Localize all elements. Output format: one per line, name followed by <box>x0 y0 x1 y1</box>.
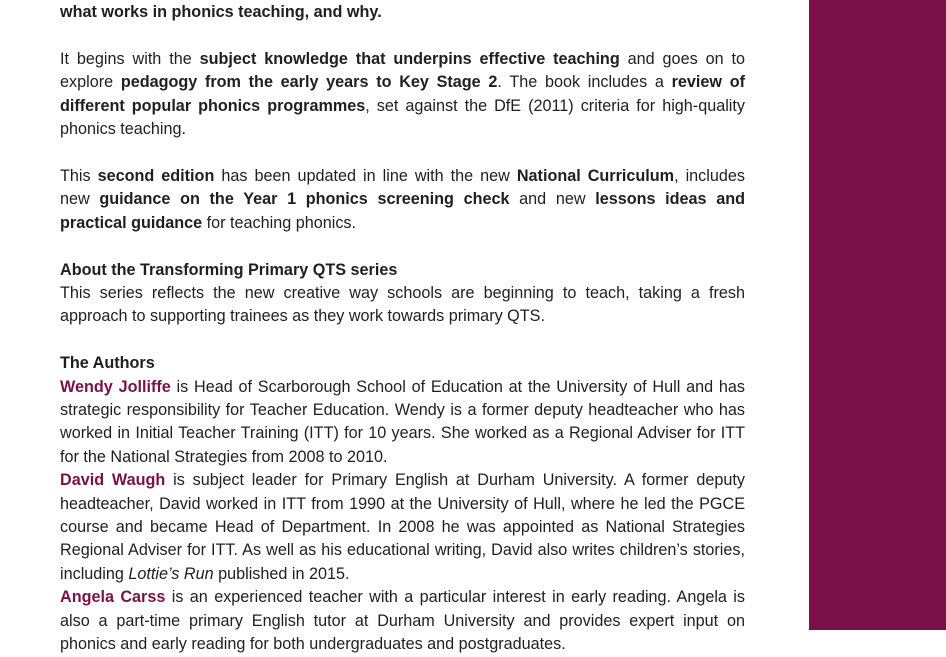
author-bio-angela <box>60 586 745 656</box>
author-bio-wendy <box>60 376 745 470</box>
text-run: published in 2015. <box>213 564 350 583</box>
bold-run: guidance on the Year 1 phonics screening check <box>99 190 510 209</box>
author-name-david: David Waugh <box>60 471 166 490</box>
cover-sidebar-band <box>809 0 946 630</box>
series-body: This series reflects the new creative way schools are beginning to teach, taking a fresh approach to supporting trainees as they work towards primary QTS. <box>60 284 745 326</box>
text-run: . The book includes a <box>497 73 672 92</box>
bold-run: pedagogy from the early years to Key Stage 2 <box>120 73 498 92</box>
text-run: It begins with the <box>60 50 200 68</box>
text-run: is an experienced teacher with a particular interest in early reading. Angela is also a part-time primary English tutor at Durham University and provides expert input on phonics and early reading for both undergraduates and postgraduates. <box>60 588 746 654</box>
intro-tail: what works in phonics teaching, and why. <box>60 3 382 21</box>
text-run: has been updated in line with the new <box>214 167 517 186</box>
text-run: and new <box>509 190 596 209</box>
author-name-angela: Angela Carss <box>60 588 166 607</box>
text-run: and goes on to explore <box>60 50 745 92</box>
author-name-wendy: Wendy Jolliffe <box>60 377 171 396</box>
text-run: for teaching phonics. <box>202 213 357 232</box>
text-run: This <box>60 167 98 186</box>
book-title: Lottie’s Run <box>128 564 214 583</box>
paragraph-overview <box>60 48 745 142</box>
author-bio-david <box>60 469 745 586</box>
series-heading: About the Transforming Primary QTS series <box>60 260 398 279</box>
bold-run: subject knowledge that underpins effective teaching <box>199 50 620 68</box>
bold-run: lessons ideas and practical guidance <box>60 190 745 232</box>
bold-run: second edition <box>97 167 215 186</box>
bold-run: National Curriculum <box>516 167 675 186</box>
paragraph-edition <box>60 165 745 235</box>
back-cover-text <box>60 48 745 657</box>
text-run: is subject leader for Primary English at Durham University. A former deputy headteacher, David worked in ITT from 1990 at the University of Hull, where he led the PGCE course and became Head of Department. In 2008 he was appointed as National Strategies Regional Adviser for ITT. As well as his educational writing, David also writes children’s stories, including <box>60 471 745 583</box>
text-run: , includes new <box>60 167 745 209</box>
bold-run: review of different popular phonics programmes <box>60 73 745 115</box>
text-run: , set against the DfE (2011) criteria for high-quality phonics teaching. <box>60 96 745 139</box>
authors-heading: The Authors <box>60 354 155 373</box>
text-run: is Head of Scarborough School of Education at the University of Hull and has strategic responsibility for Teacher Education. Wendy is a former deputy headteacher who has worked in Initial Teacher Training (ITT) for 10 years. She worked as a Regional Adviser for ITT for the National Strategies from 2008 to 2010. <box>60 377 745 466</box>
